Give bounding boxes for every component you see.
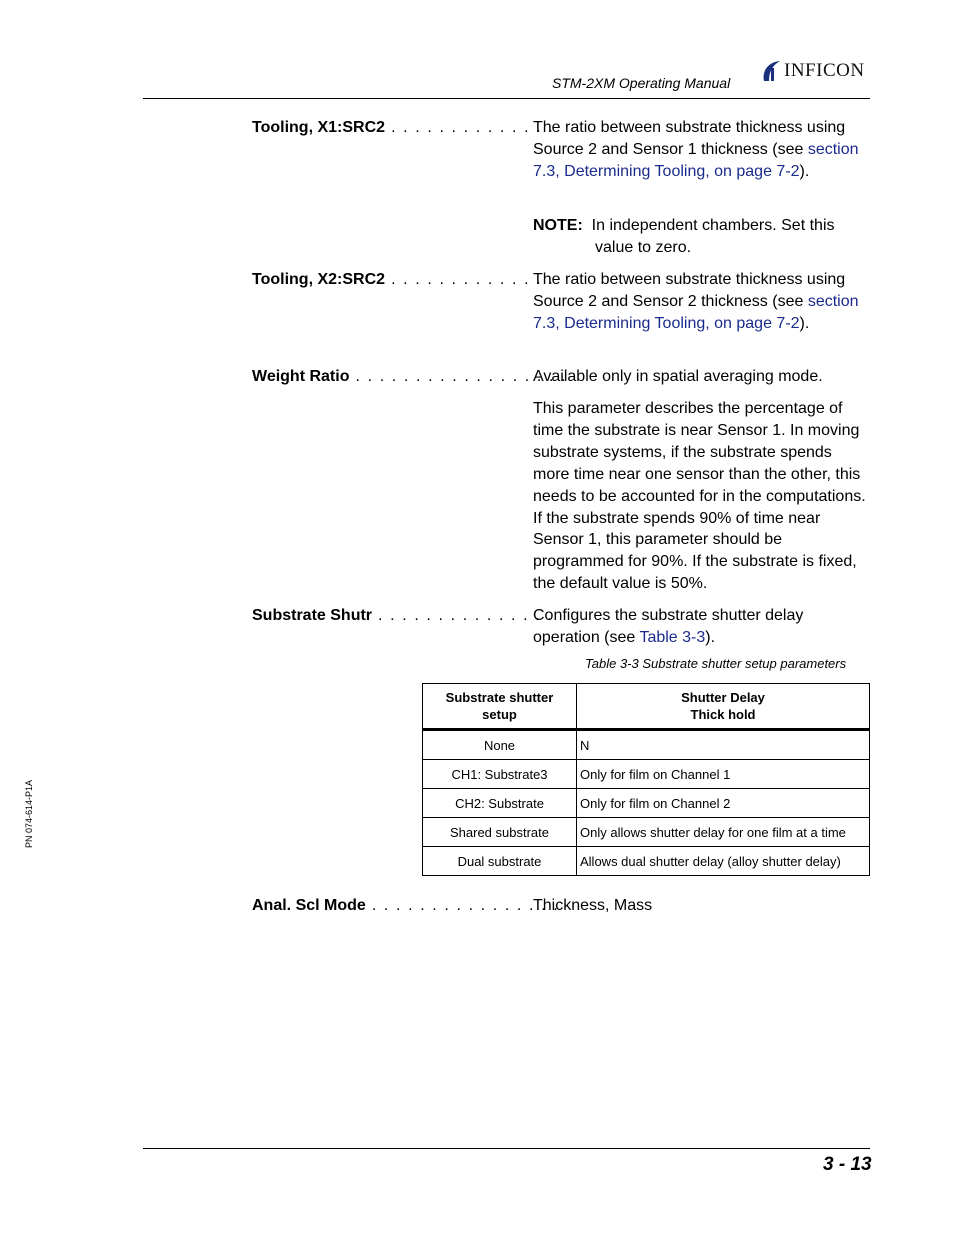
term-label: Substrate Shutr (252, 607, 373, 624)
desc-anal-scl-mode: Thickness, Mass (533, 897, 653, 914)
note-text: In independent chambers. Set this (591, 217, 835, 234)
header-text: Shutter Delay (681, 690, 765, 705)
term-label: Tooling, X2:SRC2 (252, 271, 386, 288)
table-caption: Table 3-3 Substrate shutter setup parameters (585, 656, 847, 671)
term-label: Weight Ratio (252, 368, 350, 385)
table-row (423, 847, 870, 876)
term-tooling-x2-src2 (252, 269, 555, 291)
table-cell: Only for film on Channel 2 (577, 789, 870, 818)
col-header-setup (423, 684, 577, 730)
manual-title: STM-2XM Operating Manual (552, 75, 731, 91)
table-row (423, 818, 870, 847)
desc-tooling-x2-src2 (533, 269, 870, 335)
leader-dots: . . . . . . . . . . . . . . (385, 119, 555, 136)
term-substrate-shutr (252, 605, 554, 627)
desc-tooling-x1-src2 (533, 117, 870, 183)
desc-text: The ratio between substrate thickness using Source 2 and Sensor 2 thickness (see (533, 271, 846, 310)
table-cell: Allows dual shutter delay (alloy shutter delay) (577, 847, 870, 876)
note-line (533, 215, 870, 237)
inficon-logo (760, 58, 872, 84)
desc-text-end: ). (799, 314, 810, 332)
footer-rule (143, 1148, 870, 1149)
table-cell: CH2: Substrate (423, 789, 577, 818)
table-cell: Shared substrate (423, 818, 577, 847)
term-weight-ratio (252, 366, 568, 388)
table-cell: None (423, 730, 577, 760)
table-cell: Dual substrate (423, 847, 577, 876)
header-rule (143, 98, 870, 99)
header-text: Thick hold (690, 707, 756, 722)
table-cell: Only allows shutter delay for one film at a time (577, 818, 870, 847)
desc-weight-ratio-detail: This parameter describes the percentage of time the substrate is near Sensor 1. In moving substrate systems, if the substrate spends more time near one sensor than the other, this needs to be accounted for in the computations. If the substrate spends 90% of time near Sensor 1, this parameter should be programmed for 90%. If the substrate is fixed, the default value is 50%. (533, 400, 866, 593)
table-row (423, 730, 870, 760)
col-header-shutter-delay (577, 684, 870, 730)
table-3-3-link[interactable]: Table 3-3 (639, 628, 706, 646)
leader-dots: . . . . . . . . . . . . . . . . (365, 897, 560, 914)
desc-text: The ratio between substrate thickness using Source 2 and Sensor 1 thickness (see (533, 119, 846, 158)
term-anal-scl-mode (252, 895, 560, 917)
section-7-3-link[interactable]: section 7.3, Determining Tooling, on page 7-2 (533, 140, 859, 180)
section-7-3-link[interactable]: section 7.3, Determining Tooling, on page 7-2 (533, 292, 859, 332)
table-row (423, 789, 870, 818)
desc-text: Configures the substrate shutter delay operation (see (533, 607, 804, 646)
header-text: Substrate shutter (445, 690, 554, 705)
desc-text-end: ). (799, 162, 810, 180)
term-tooling-x1-src2 (252, 117, 555, 139)
table-header-row (423, 684, 870, 730)
note-text-continued: value to zero. (595, 239, 692, 256)
desc-weight-ratio: Available only in spatial averaging mode. (533, 368, 823, 385)
substrate-shutter-table (422, 683, 870, 876)
page-number: 3 - 13 (823, 1154, 872, 1175)
header-text: setup (482, 707, 517, 722)
logo-text: INFICON (784, 60, 865, 81)
leader-dots: . . . . . . . . . . . . . . . . . . (349, 368, 568, 385)
desc-text-end: ). (705, 628, 716, 646)
part-number: PN 074-614-P1A (24, 779, 34, 848)
term-label: Anal. Scl Mode (252, 897, 366, 914)
desc-substrate-shutr (533, 605, 870, 649)
leader-dots: . . . . . . . . . . . . . . (385, 271, 555, 288)
note-label: NOTE: (533, 217, 583, 234)
table-row (423, 760, 870, 789)
table-cell: N (577, 730, 870, 760)
inficon-logo-icon (760, 59, 782, 83)
table-cell: Only for film on Channel 1 (577, 760, 870, 789)
table-cell: CH1: Substrate3 (423, 760, 577, 789)
leader-dots: . . . . . . . . . . . . . . . (372, 607, 554, 624)
term-label: Tooling, X1:SRC2 (252, 119, 386, 136)
